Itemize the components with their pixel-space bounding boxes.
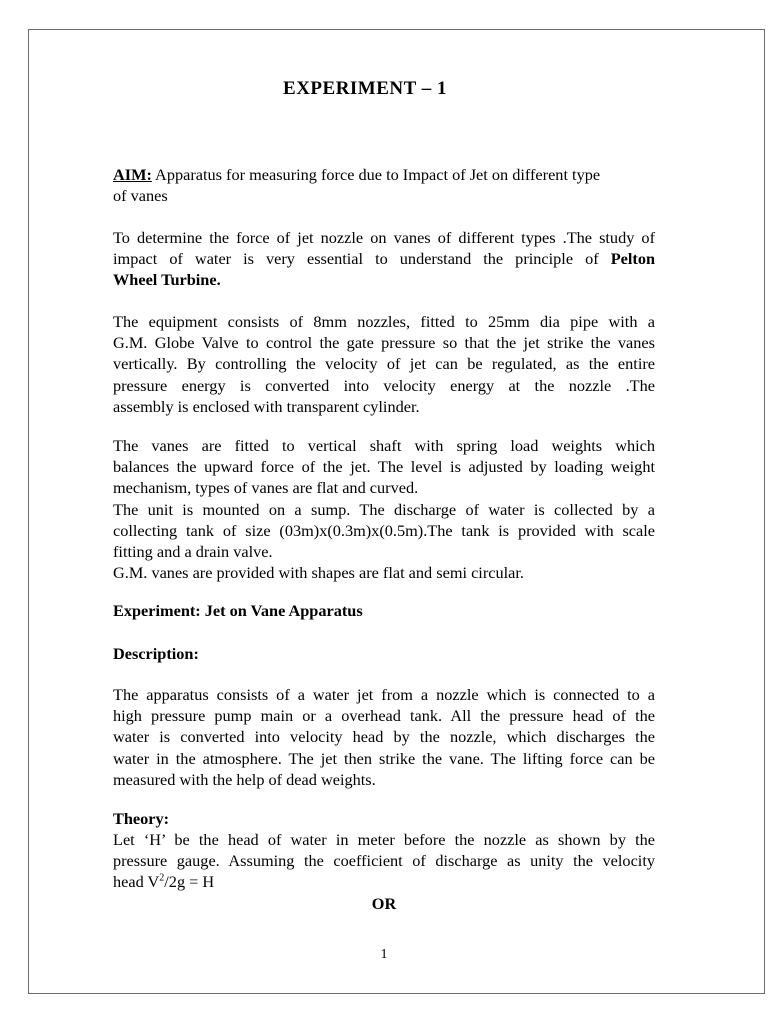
intro-line-2-bold: Pelton <box>610 249 656 269</box>
vanes-line-1: The vanes are fitted to vertical shaft with spring load weights which <box>113 436 655 455</box>
vanes-paragraph <box>113 435 655 583</box>
theory-line-3-pre: head V <box>113 872 160 892</box>
vanes-line-4: The unit is mounted on a sump. The discharge of water is collected by a <box>113 499 655 519</box>
description-line-1: The apparatus consists of a water jet from a nozzle which is connected to a <box>113 685 655 704</box>
vanes-line-2: balances the upward force of the jet. The level is adjusted by loading weight <box>113 457 655 477</box>
aim-paragraph <box>113 164 655 206</box>
page-title: EXPERIMENT – 1 <box>283 78 447 99</box>
equipment-line-1: The equipment consists of 8mm nozzles, fitted to 25mm dia pipe with a <box>113 312 655 331</box>
vanes-line-3: mechanism, types of vanes are flat and curved. <box>113 478 419 498</box>
description-line-2: high pressure pump main or a overhead tank. All the pressure head of the <box>113 706 655 726</box>
description-line-4: water in the atmosphere. The jet then strike the vane. The lifting force can be <box>113 748 655 768</box>
equipment-line-2: G.M. Globe Valve to control the gate pressure so that the jet strike the vanes <box>113 333 655 353</box>
equipment-line-3: vertically. By controlling the velocity of jet can be regulated, as the entire <box>113 354 655 374</box>
theory-line-1: Let ‘H’ be the head of water in meter before the nozzle as shown by the <box>113 830 655 849</box>
vanes-line-7: G.M. vanes are provided with shapes are flat and semi circular. <box>113 563 524 583</box>
equipment-line-4: pressure energy is converted into velocity energy at the nozzle .The <box>113 375 655 395</box>
intro-paragraph <box>113 227 655 291</box>
description-paragraph <box>113 684 655 790</box>
description-line-5: measured with the help of dead weights. <box>113 769 376 789</box>
intro-line-2: impact of water is very essential to understand the principle of <box>113 249 599 269</box>
or-separator: OR <box>371 894 397 913</box>
theory-paragraph <box>113 829 655 893</box>
vanes-line-6: fitting and a drain valve. <box>113 542 273 562</box>
aim-label: AIM: <box>113 165 152 184</box>
page-number: 1 <box>380 947 388 962</box>
equipment-line-5: assembly is enclosed with transparent cylinder. <box>113 396 420 416</box>
theory-line-2: pressure gauge. Assuming the coefficient of discharge as unity the velocity <box>113 851 655 871</box>
description-heading: Description: <box>113 644 199 663</box>
theory-heading: Theory: <box>113 809 170 828</box>
experiment-heading: Experiment: Jet on Vane Apparatus <box>113 601 363 620</box>
theory-line-3-superscript: 2 <box>159 872 165 884</box>
aim-text-line-1: Apparatus for measuring force due to Impact of Jet on different type <box>151 165 601 184</box>
intro-line-3-bold: Wheel Turbine. <box>113 270 221 290</box>
aim-text-line-2: of vanes <box>113 186 168 206</box>
description-line-3: water is converted into velocity head by the nozzle, which discharges the <box>113 727 655 747</box>
intro-line-1: To determine the force of jet nozzle on vanes of different types .The study of <box>113 228 655 247</box>
equipment-paragraph <box>113 311 655 417</box>
vanes-line-5: collecting tank of size (03m)x(0.3m)x(0.5m).The tank is provided with scale <box>113 520 655 540</box>
theory-line-3-post: /2g = H <box>164 872 215 892</box>
